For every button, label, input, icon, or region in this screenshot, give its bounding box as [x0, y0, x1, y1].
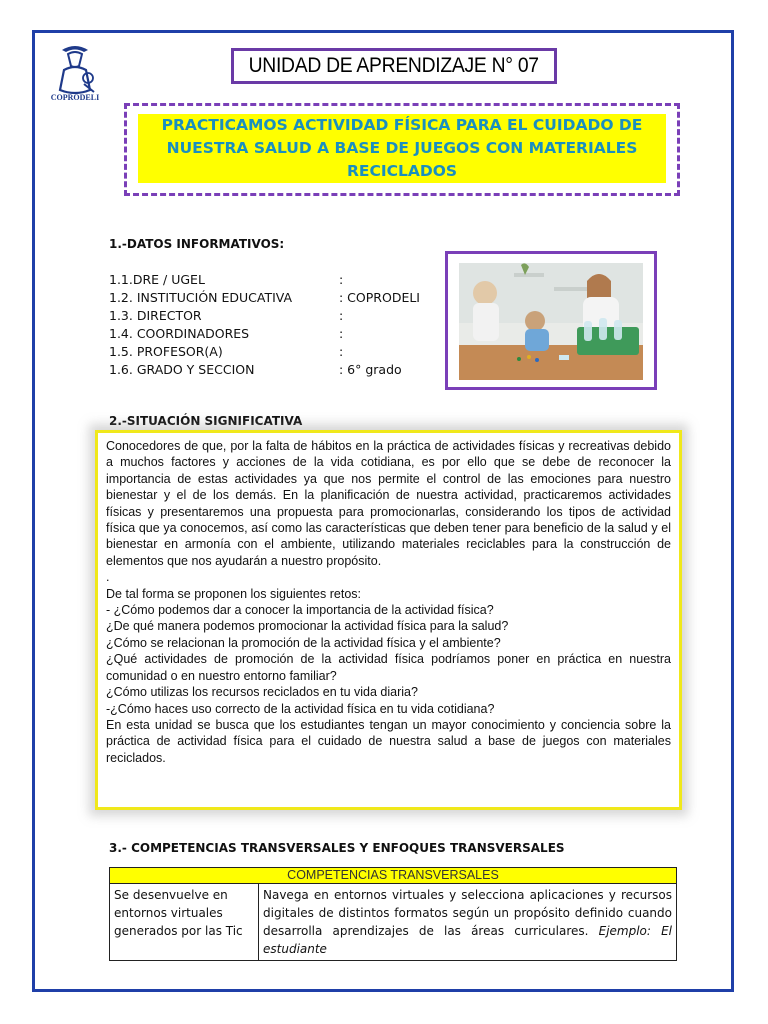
situacion-text	[106, 438, 671, 766]
theme-title: PRACTICAMOS ACTIVIDAD FÍSICA PARA EL CUIDADO DE NUESTRA SALUD A BASE DE JUEGOS CON MATERIALES RECICLADOS	[138, 114, 666, 183]
datos-row	[109, 344, 439, 360]
datos-value: : COPRODELI	[339, 290, 420, 305]
competencia-name: Se desenvuelve en entornos virtuales generados por las Tic	[110, 884, 259, 961]
competencia-description	[259, 884, 677, 961]
situacion-line: ¿De qué manera podemos promocionar la actividad física para la salud?	[106, 619, 509, 634]
datos-label: 1.6. GRADO Y SECCION	[109, 362, 255, 377]
situacion-line: - ¿Cómo podemos dar a conocer la importancia de la actividad física?	[106, 603, 494, 618]
competencias-heading: 3.- COMPETENCIAS TRANSVERSALES Y ENFOQUES TRANSVERSALES	[109, 841, 565, 855]
competencia-description-text: Navega en entornos virtuales y selecciona aplicaciones y recursos digitales de distintos formatos según un propósito definido cuando desarrolla aprendizajes de las áreas curriculares.	[263, 888, 672, 938]
datos-value: :	[339, 344, 344, 359]
situacion-line: ¿Qué actividades de promoción de la actividad física podríamos poner en práctica en nuestra comunidad o en nuestro entorno familiar?	[106, 652, 671, 683]
situacion-dot: .	[106, 570, 110, 585]
datos-heading: 1.-DATOS INFORMATIVOS:	[109, 237, 285, 251]
datos-value: :	[339, 326, 344, 341]
datos-label: 1.5. PROFESOR(A)	[109, 344, 223, 359]
situacion-line: ¿Cómo utilizas los recursos reciclados en tu vida diaria?	[106, 685, 418, 700]
datos-label: 1.3. DIRECTOR	[109, 308, 202, 323]
datos-label: 1.4. COORDINADORES	[109, 326, 250, 341]
logo-caption: COPRODELI	[50, 93, 100, 102]
datos-value: :	[339, 272, 344, 287]
datos-row	[109, 362, 439, 378]
datos-label: 1.2. INSTITUCIÓN EDUCATIVA	[109, 290, 293, 305]
situacion-line: -¿Cómo haces uso correcto de la actividad física en tu vida cotidiana?	[106, 701, 495, 716]
unit-title	[231, 48, 557, 84]
situacion-box	[95, 430, 682, 810]
datos-row	[109, 272, 439, 288]
classroom-photo	[459, 263, 643, 380]
table-row	[110, 884, 677, 961]
situacion-line: ¿Cómo se relacionan la promoción de la actividad física y el ambiente?	[106, 635, 501, 650]
situacion-lines	[106, 586, 671, 766]
datos-value: : 6° grado	[339, 362, 402, 377]
datos-row	[109, 308, 439, 324]
datos-value: :	[339, 308, 344, 323]
competencia-example: Ejemplo: El estudiante	[263, 924, 672, 956]
situacion-heading: 2.-SITUACIÓN SIGNIFICATIVA	[109, 414, 303, 428]
unit-title-text: UNIDAD DE APRENDIZAJE N° 07	[248, 54, 540, 77]
datos-row	[109, 326, 439, 342]
competencias-table-header: COMPETENCIAS TRANSVERSALES	[110, 868, 677, 884]
situacion-line: De tal forma se proponen los siguientes retos:	[106, 586, 361, 601]
photo-frame	[445, 251, 657, 390]
datos-label: 1.1.DRE / UGEL	[109, 272, 205, 287]
competencias-table	[109, 867, 677, 961]
datos-row	[109, 290, 439, 306]
situacion-line: En esta unidad se busca que los estudiantes tengan un mayor conocimiento y conciencia sobre la práctica de actividad física para el cuidado de nuestra salud a base de juegos con materiales reciclados.	[106, 717, 671, 765]
situacion-paragraph: Conocedores de que, por la falta de hábitos en la práctica de actividades físicas y recreativas debido a muchos factores y acciones de la vida cotidiana, es por ello que se debe de reconocer la importancia de estas actividades ya que nos permite el control de las emociones para nuestro bienestar y el de los demás. En la planificación de nuestra actividad, practicaremos actividades físicas y presentaremos una propuesta para promocionarlas, considerando los tipos de actividad física que ya conocemos, así como las características que deben tener para beneficio de la salud y el bienestar en armonía con el ambiente, utilizando materiales reciclables para la construcción de elementos que nos ayudarán a nuestro propósito.	[106, 439, 671, 568]
theme-box	[124, 103, 680, 196]
